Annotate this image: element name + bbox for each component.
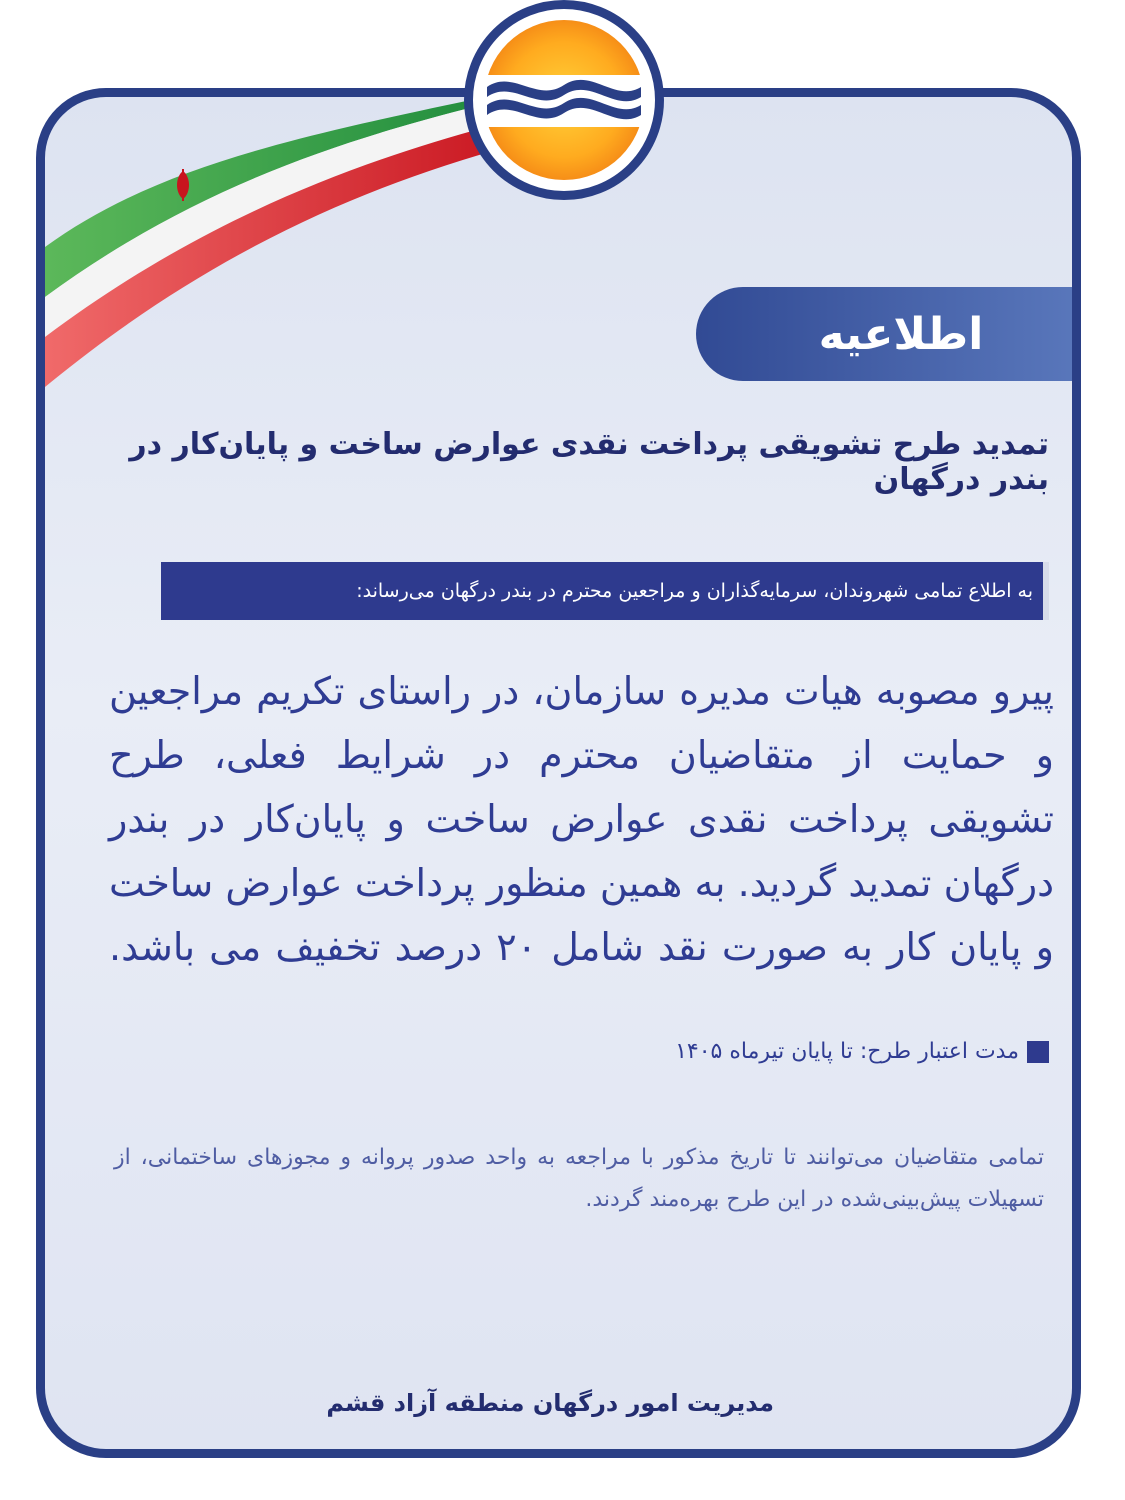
notice-body: پیرو مصوبه هیات مدیره سازمان، در راستای تکریم مراجعین و حمایت از متقاضیان محترم در شرایط فعلی، طرح تشویقی پرداخت نقدی عوارض ساخت و پایان‌کار در بندر درگهان تمدید گردید. به همین منظور پرداخت عوارض ساخت و پایان کار به صورت نقد شامل ۲۰ درصد تخفیف می باشد. [109,669,1054,969]
intro-banner [161,562,1049,620]
bullet-square-icon [1027,1041,1049,1063]
intro-text: به اطلاع تمامی شهروندان، سرمایه‌گذاران و مراجعین محترم در بندر درگهان می‌رساند: [356,580,1033,602]
notice-title: تمدید طرح تشویقی پرداخت نقدی عوارض ساخت و پایان‌کار در بندر درگهان [129,427,1049,497]
footer-signature: مدیریت امور درگهان منطقه آزاد قشم [326,1389,774,1417]
organization-logo-icon [464,0,664,200]
validity-line [509,1039,1049,1064]
notice-note: تمامی متقاضیان می‌توانند تا تاریخ مذکور با مراجعه به واحد صدور پروانه و مجوزهای ساختمانی، از تسهیلات پیش‌بینی‌شده در این طرح بهره‌مند گردند. [114,1145,1044,1212]
iran-flag-ribbon-icon [45,97,525,427]
notice-card [36,88,1081,1458]
notice-header-label: اطلاعیه [818,308,984,360]
notice-header [696,287,1081,381]
validity-text: مدت اعتبار طرح: تا پایان تیرماه ۱۴۰۵ [675,1039,1019,1064]
